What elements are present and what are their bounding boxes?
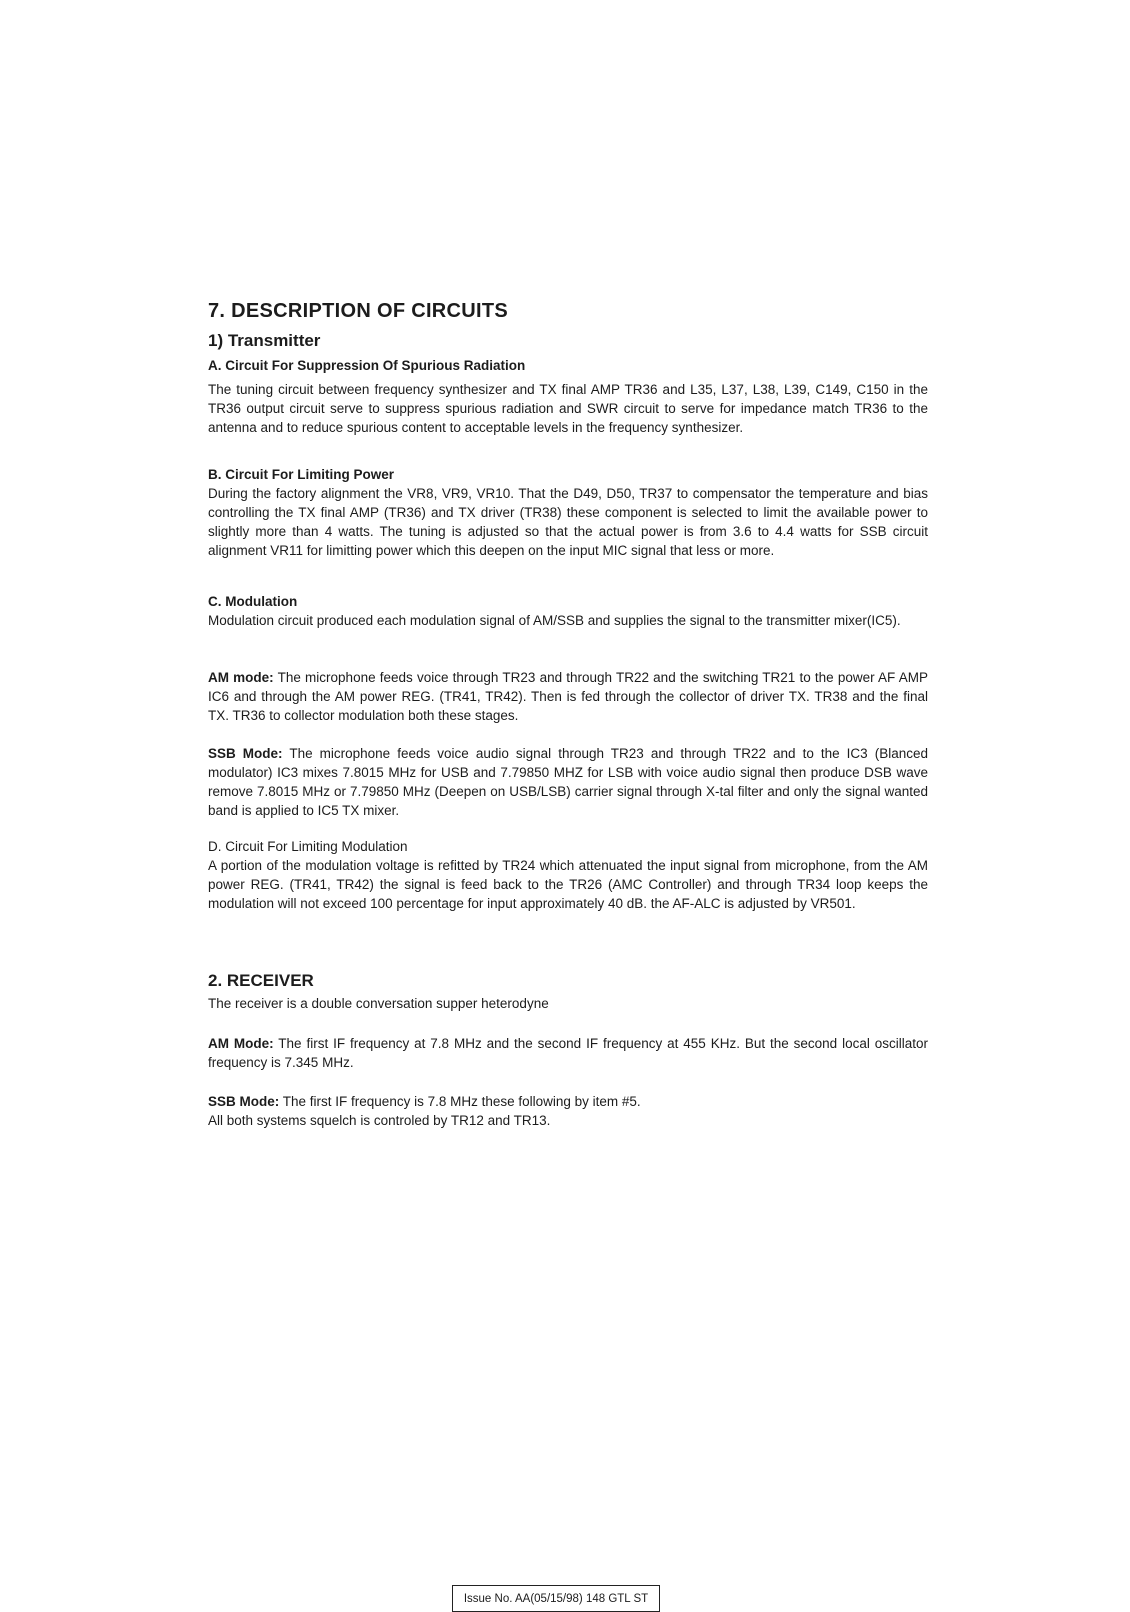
section-b-heading: B. Circuit For Limiting Power	[208, 467, 395, 482]
receiver-am-body: The first IF frequency at 7.8 MHz and the second IF frequency at 455 KHz. But the second local oscillator frequency is 7.345 MHz.	[208, 1036, 928, 1070]
receiver-am-paragraph	[208, 1034, 928, 1072]
am-mode-body: The microphone feeds voice through TR23 and through TR22 and the switching TR21 to the power AF AMP IC6 and through the AM power REG. (TR41, TR42). Then is fed through the collector of driver TX. TR38 and the final TX. TR36 to collector modulation both these stages.	[208, 670, 928, 723]
section-c-heading: C. Modulation	[208, 594, 298, 609]
section-b	[208, 465, 928, 560]
page-title: 7. DESCRIPTION OF CIRCUITS	[208, 300, 509, 322]
transmitter-heading: 1) Transmitter	[208, 331, 321, 350]
ssb-mode-label: SSB Mode:	[208, 746, 283, 761]
section-c-body: Modulation circuit produced each modulation signal of AM/SSB and supplies the signal to the transmitter mixer(IC5).	[208, 613, 901, 628]
section-c	[208, 592, 928, 630]
section-a-heading: A. Circuit For Suppression Of Spurious Radiation	[208, 358, 526, 373]
section-d-body: A portion of the modulation voltage is refitted by TR24 which attenuated the input signal from microphone, from the AM power REG. (TR41, TR42) the signal is feed back to the TR26 (AMC Controller) and through TR34 loop keeps the modulation will not exceed 100 percentage for input approximately 40 dB. the AF-ALC is adjusted by VR501.	[208, 858, 928, 911]
receiver-ssb-body: The first IF frequency is 7.8 MHz these following by item #5.	[282, 1094, 641, 1109]
section-d	[208, 837, 928, 913]
section-a	[208, 356, 928, 437]
receiver-intro: The receiver is a double conversation supper heterodyne	[208, 996, 549, 1011]
receiver-ssb-paragraph	[208, 1092, 928, 1130]
receiver-squelch: All both systems squelch is controled by TR12 and TR13.	[208, 1113, 551, 1128]
ssb-mode-body: The microphone feeds voice audio signal through TR23 and through TR22 and to the IC3 (Blanced modulator) IC3 mixes 7.8015 MHz for USB and 7.79850 MHZ for LSB with voice audio signal then produce DSB wave remove 7.8015 MHz or 7.79850 MHz (Deepen on USB/LSB) carrier signal through X-tal filter and only the signal wanted band is applied to IC5 TX mixer.	[208, 746, 928, 818]
section-a-body: The tuning circuit between frequency synthesizer and TX final AMP TR36 and L35, L37, L38, L39, C149, C150 in the TR36 output circuit serve to suppress spurious radiation and SWR circuit to serve for impedance match TR36 to the antenna and to reduce spurious content to acceptable levels in the frequency synthesizer.	[208, 382, 928, 435]
section-d-heading: D. Circuit For Limiting Modulation	[208, 839, 408, 854]
ssb-mode-paragraph	[208, 744, 928, 820]
am-mode-paragraph	[208, 668, 928, 725]
receiver-ssb-label: SSB Mode:	[208, 1094, 280, 1109]
am-mode-label: AM mode:	[208, 670, 274, 685]
section-b-body: During the factory alignment the VR8, VR9, VR10. That the D49, D50, TR37 to compensator the temperature and bias controlling the TX final AMP (TR36) and TX driver (TR38) these component is selected to limit the available power to slightly more than 4 watts. The tuning is adjusted so that the actual power is from 3.6 to 4.4 watts for SSB circuit alignment VR11 for limitting power which this deepen on the input MIC signal that less or more.	[208, 486, 928, 558]
receiver-am-label: AM Mode:	[208, 1036, 274, 1051]
receiver-heading: 2. RECEIVER	[208, 971, 314, 990]
issue-number-box: Issue No. AA(05/15/98) 148 GTL ST	[452, 1585, 660, 1612]
